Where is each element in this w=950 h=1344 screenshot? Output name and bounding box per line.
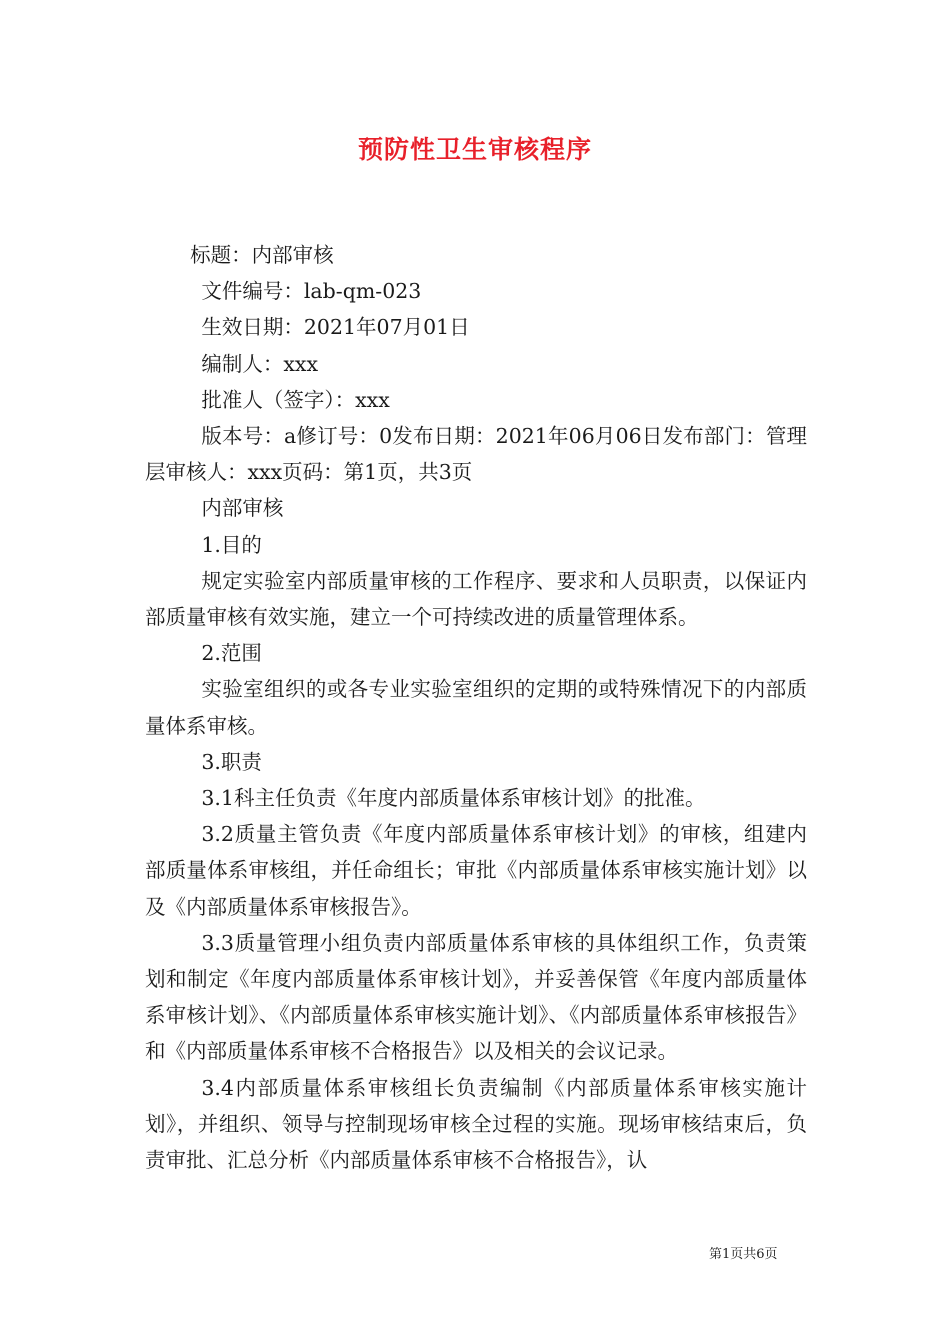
paragraph-responsibility-3-4: 3.4内部质量体系审核组长负责编制《内部质量体系审核实施计划》，并组织、领导与控制现场审核全过程的实施。现场审核结束后，负责审批、汇总分析《内部质量体系审核不合格报告》，认 — [145, 1075, 807, 1173]
document-body — [145, 237, 807, 1178]
paragraph-scope: 实验室组织的或各专业实验室组织的定期的或特殊情况下的内部质量体系审核。 — [145, 677, 807, 738]
meta-version-line: 版本号：a修订号：0发布日期：2021年06月06日发布部门：管理层审核人：xxx页码：第1页，共3页 — [145, 424, 807, 485]
meta-effective-date: 生效日期：2021年07月01日 — [201, 315, 470, 340]
section-heading-internal-audit: 内部审核 — [201, 496, 284, 521]
paragraph-responsibility-3-3: 3.3质量管理小组负责内部质量体系审核的具体组织工作，负责策划和制定《年度内部质量体系审核计划》，并妥善保管《年度内部质量体系审核计划》、《内部质量体系审核实施计划》、《内部质量体系审核报告》和《内部质量体系审核不合格报告》以及相关的会议记录。 — [145, 930, 807, 1064]
page-indicator: 第1页共6页 — [709, 1247, 778, 1262]
document-title: 预防性卫生审核程序 — [357, 135, 592, 164]
section-heading-responsibilities: 3.职责 — [201, 749, 262, 774]
paragraph-responsibility-3-1: 3.1科主任负责《年度内部质量体系审核计划》的批准。 — [201, 786, 706, 811]
meta-approved-by: 批准人（签字）：xxx — [201, 387, 390, 412]
meta-file-number: 文件编号：lab-qm-023 — [201, 279, 422, 304]
paragraph-responsibility-3-2: 3.2质量主管负责《年度内部质量体系审核计划》的审核，组建内部质量体系审核组，并任命组长；审批《内部质量体系审核实施计划》以及《内部质量体系审核报告》。 — [145, 822, 807, 919]
meta-prepared-by: 编制人：xxx — [201, 351, 319, 376]
section-heading-scope: 2.范围 — [201, 641, 262, 666]
paragraph-purpose: 规定实验室内部质量审核的工作程序、要求和人员职责，以保证内部质量审核有效实施，建立一个可持续改进的质量管理体系。 — [145, 568, 807, 630]
section-heading-purpose: 1.目的 — [201, 532, 262, 557]
meta-subject: 标题：内部审核 — [190, 243, 334, 267]
